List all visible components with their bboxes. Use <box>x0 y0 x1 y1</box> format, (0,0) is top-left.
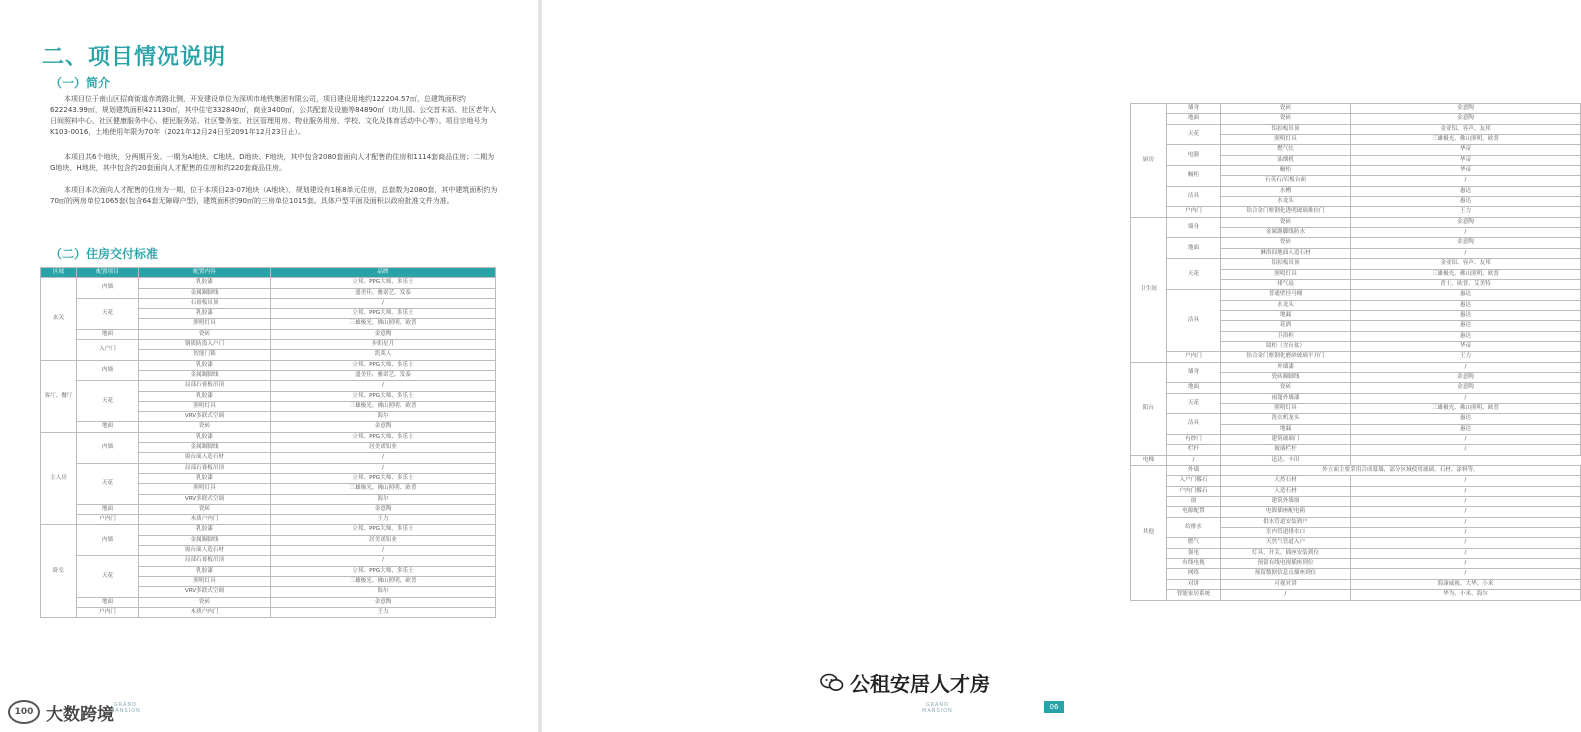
area-cell: 主人房 <box>41 432 77 525</box>
content-cell: 瓷砖 <box>1221 383 1351 393</box>
table-row <box>1131 548 1581 558</box>
content-cell: VRV多联式空调 <box>139 412 271 422</box>
table-row <box>1131 414 1581 424</box>
item-cell: 内墙 <box>77 432 139 463</box>
content-cell: 人造石材 <box>1221 486 1351 496</box>
content-cell: 金属踢脚线 <box>139 443 271 453</box>
content-cell: 玻璃栏杆 <box>1221 445 1351 455</box>
item-cell: 地面 <box>77 504 139 514</box>
brand-mark-right: GRAND MANSION <box>922 702 953 714</box>
delivery-standard-table-right <box>1130 103 1581 601</box>
item-cell: 燃气 <box>1167 538 1221 548</box>
table-row <box>1131 590 1581 600</box>
content-cell: 瓷砖 <box>1221 114 1351 124</box>
content-cell: 洗衣机龙头 <box>1221 414 1351 424</box>
table-row <box>1131 259 1581 269</box>
content-cell: 乳胶漆 <box>139 473 271 483</box>
table-row <box>1131 393 1581 403</box>
table-row <box>41 607 496 617</box>
item-cell: 给排水 <box>1167 517 1221 538</box>
table-row <box>1131 362 1581 372</box>
content-cell: 橱柜 <box>1221 166 1351 176</box>
brand-cell: 王力 <box>271 515 496 525</box>
page-number: 06 <box>1044 701 1064 713</box>
item-cell: 智能家居系统 <box>1167 590 1221 600</box>
item-cell: 天花 <box>77 298 139 329</box>
right-page <box>540 0 1500 732</box>
item-cell: 天花 <box>77 463 139 504</box>
table-row <box>1131 207 1581 217</box>
brand-cell: / <box>271 381 496 391</box>
brand-cell: 立邦、PPG大师、多乐士 <box>271 473 496 483</box>
table-header: 配置内容 <box>139 268 271 278</box>
brand-cell: 金意陶 <box>1351 104 1581 114</box>
content-cell: 照明灯具 <box>1221 403 1351 413</box>
content-cell: 钻合金门框钢化透明玻璃推拉门 <box>1221 207 1351 217</box>
wechat-watermark <box>820 668 990 697</box>
area-cell: 卧室 <box>41 525 77 618</box>
content-cell: / <box>1167 455 1221 465</box>
item-cell: 电源配置 <box>1167 507 1221 517</box>
item-cell: 墙身 <box>1167 362 1221 383</box>
content-cell: 铝扣板吊顶 <box>1221 259 1351 269</box>
item-cell: 地面 <box>1167 114 1221 124</box>
brand-cell: / <box>1351 248 1581 258</box>
table-row <box>41 422 496 432</box>
brand-cell: / <box>271 463 496 473</box>
table-row <box>41 463 496 473</box>
brand-cell: / <box>1351 486 1581 496</box>
brand-cell: 海尔 <box>271 412 496 422</box>
item-cell: 墙身 <box>1167 104 1221 114</box>
content-cell: 地漏 <box>1221 424 1351 434</box>
content-cell: VRV多联式空调 <box>139 494 271 504</box>
brand-cell: 金意陶 <box>1351 372 1581 382</box>
table-row <box>1131 114 1581 124</box>
table-row <box>1131 455 1581 465</box>
content-cell: 石膏板吊顶 <box>139 298 271 308</box>
item-cell: 栏杆 <box>1167 445 1221 455</box>
content-cell: 卫浴柜 <box>1221 331 1351 341</box>
footer-left <box>8 698 114 726</box>
content-cell: 水槽 <box>1221 186 1351 196</box>
content-cell: 乳胶漆 <box>139 432 271 442</box>
brand-cell: 惠达 <box>1351 310 1581 320</box>
item-cell: 地面 <box>77 597 139 607</box>
content-cell: 钻合金门框钢化磨砂玻璃平开门 <box>1221 352 1351 362</box>
brand-cell: / <box>1351 548 1581 558</box>
table-row <box>1131 435 1581 445</box>
table-row <box>1131 486 1581 496</box>
brand-cell: / <box>1351 393 1581 403</box>
intro-paragraph: 本项目本次面向人才配售的住房为一期，位于本项目23-07地块（A地块），规划建设有1栋8单元住房，总套数为2080套，其中建筑面积约为70㎡的两房单位1065套(包含64套无障碍户型)，建筑面积约90㎡的三房单位1015套。具体户型平面及面积以政府批准文件为准。 <box>50 186 498 205</box>
content-cell: 木质户内门 <box>139 607 271 617</box>
item-cell: 天花 <box>77 556 139 597</box>
brand-cell: / <box>1351 176 1581 186</box>
content-cell: 乳胶漆 <box>139 391 271 401</box>
brand-cell: 惠达 <box>1351 300 1581 310</box>
brand-cell: 普士、欧普、艾美特 <box>1351 279 1581 289</box>
content-cell: 金属踢脚线 <box>139 288 271 298</box>
brand-cell: / <box>1351 517 1581 527</box>
table-row <box>1131 145 1581 155</box>
brand-cell: 立邦、PPG大师、多乐士 <box>271 525 496 535</box>
table-row <box>1131 445 1581 455</box>
table-row <box>41 298 496 308</box>
content-cell: 乳胶漆 <box>139 309 271 319</box>
content-cell: 局部石膏板吊顶 <box>139 381 271 391</box>
item-cell: 窗 <box>1167 497 1221 507</box>
brand-cell: 惠达 <box>1351 321 1581 331</box>
brand-cell: 惠达 <box>1351 186 1581 196</box>
brand-cell: 三雄极光、佛山照明、欧普 <box>1351 403 1581 413</box>
brand-cell: 三雄极光、佛山照明、欧普 <box>271 576 496 586</box>
brand-cell: 惠达 <box>1351 424 1581 434</box>
item-cell: 户内门 <box>1167 352 1221 362</box>
brand-cell: / <box>1351 435 1581 445</box>
item-cell: 天花 <box>1167 393 1221 414</box>
brand-cell: / <box>1351 476 1581 486</box>
item-cell: 天花 <box>1167 259 1221 290</box>
content-cell: 水龙头 <box>1221 197 1351 207</box>
brand-cell: / <box>1351 497 1581 507</box>
content-cell: / <box>1221 590 1351 600</box>
item-cell: 洁具 <box>1167 290 1221 352</box>
table-row <box>1131 166 1581 176</box>
brand-cell: / <box>1351 445 1581 455</box>
content-cell: 预留有线电视插座到位 <box>1221 559 1351 569</box>
table-row <box>1131 352 1581 362</box>
content-cell: 天然气管道入户 <box>1221 538 1351 548</box>
brand-cell: 三雄极光、佛山照明、欧普 <box>271 319 496 329</box>
brand-cell: 立邦、PPG大师、多乐士 <box>271 566 496 576</box>
table-row <box>41 278 496 288</box>
intro-paragraph: 本项目位于南山区招商街道赤湾路北侧，开发建设单位为深圳市地铁集团有限公司，项目建设用地约122204.57㎡，总建筑面积约622243.99㎡，规划建筑面积421130㎡，其中住宅332840㎡，商业3400㎡，公共配套及设施等84890㎡（幼儿园、公交首末站、社区老年人日间照料中心、社区健康服务中心、便民服务站、社区警务室、社区管理用房、物业服务用房、学校、文化及体育活动中心等）。项目宗地号为K103-0016，土地使用年限为70年（2021年12月24日至2091年12月23日止）。 <box>50 95 497 136</box>
content-cell: 预留数据信息点插座到位 <box>1221 569 1351 579</box>
item-cell: 强电 <box>1167 548 1221 558</box>
table-row <box>1131 238 1581 248</box>
brand-cell: / <box>1351 507 1581 517</box>
brand-cell: 海尔 <box>271 494 496 504</box>
brand-logo-icon: 100 <box>8 700 40 724</box>
item-cell: 网络 <box>1167 569 1221 579</box>
content-cell: 瓷砖 <box>1221 217 1351 227</box>
content-cell: 窗台面人造石材 <box>139 546 271 556</box>
table-row <box>41 432 496 442</box>
item-cell: 内墙 <box>77 525 139 556</box>
brand-cell: 王力 <box>1351 352 1581 362</box>
content-cell: 智能门锁 <box>139 350 271 360</box>
table-row <box>1131 569 1581 579</box>
item-cell: 地面 <box>77 422 139 432</box>
item-cell: 入户门 <box>77 340 139 361</box>
table-row <box>1131 538 1581 548</box>
content-cell: 局部石膏板吊顶 <box>139 463 271 473</box>
content-cell: 水龙头 <box>1221 300 1351 310</box>
brand-cell: 海尔 <box>271 587 496 597</box>
item-cell: 地面 <box>1167 238 1221 259</box>
content-cell: 瓷砖 <box>1221 104 1351 114</box>
content-cell: 淋浴间地面人造石材 <box>1221 248 1351 258</box>
brand-cell: 华帝 <box>1351 341 1581 351</box>
brand-cell: 惠达 <box>1351 331 1581 341</box>
brand-cell: 金意陶 <box>1351 383 1581 393</box>
page-title: 二、项目情况说明 <box>42 45 227 70</box>
table-header: 区域 <box>41 268 77 278</box>
brand-cell: / <box>1351 569 1581 579</box>
wechat-icon <box>820 673 844 693</box>
brand-cell: 惠达 <box>1351 197 1581 207</box>
content-cell: 镜柜（含台盆） <box>1221 341 1351 351</box>
brand-cell: 金意陶 <box>271 329 496 339</box>
brand-cell: 金亚铝、容声、友邦 <box>1351 124 1581 134</box>
content-cell: 外立面主要采用合成幕墙，部分区域使用玻璃、石材、涂料等。 <box>1221 466 1581 476</box>
content-cell: 照明灯具 <box>1221 269 1351 279</box>
content-cell: 外墙漆 <box>1221 362 1351 372</box>
content-cell: 局部石膏板吊顶 <box>139 556 271 566</box>
content-cell: 瓷砖 <box>139 597 271 607</box>
brand-cell: 居美诺铝业 <box>271 535 496 545</box>
content-cell: 花洒 <box>1221 321 1351 331</box>
item-cell: 对讲 <box>1167 579 1221 589</box>
brand-cell: 步阳星月 <box>271 340 496 350</box>
section-intro-title: （一）简介 <box>50 76 111 90</box>
content-cell: 瓷砖 <box>139 504 271 514</box>
content-cell: 钢质防盗入户门 <box>139 340 271 350</box>
brand-cell: / <box>1351 362 1581 372</box>
brand-cell: 迅达、丰田 <box>1221 455 1351 465</box>
content-cell: 电源插座配电箱 <box>1221 507 1351 517</box>
content-cell: 照明灯具 <box>139 484 271 494</box>
brand-cell: 金亚铝、容声、友邦 <box>1351 259 1581 269</box>
content-cell: 地漏 <box>1221 310 1351 320</box>
area-cell: 阳台 <box>1131 362 1167 455</box>
table-row <box>1131 497 1581 507</box>
table-row <box>1131 466 1581 476</box>
area-cell: 其他 <box>1131 466 1167 600</box>
content-cell: 瓷砖 <box>139 329 271 339</box>
brand-cell: / <box>271 556 496 566</box>
brand-cell: 立邦、PPG大师、多乐士 <box>271 309 496 319</box>
brand-cell: / <box>271 298 496 308</box>
content-cell: 乳胶漆 <box>139 566 271 576</box>
table-row <box>41 504 496 514</box>
brand-cell: 金意陶 <box>1351 238 1581 248</box>
item-cell: 橱柜 <box>1167 166 1221 187</box>
content-cell: 铝扣板吊顶 <box>1221 124 1351 134</box>
brand-cell: 盛美佳、雅诺艺、发泰 <box>271 288 496 298</box>
brand-cell: / <box>1351 228 1581 238</box>
table-row <box>1131 476 1581 486</box>
content-cell: 金属踢脚线 <box>139 535 271 545</box>
content-cell: 石英石/岩板台面 <box>1221 176 1351 186</box>
area-cell: 电梯 <box>1131 455 1167 465</box>
content-cell: 可视对讲 <box>1221 579 1351 589</box>
brand-cell: 惠达 <box>1351 414 1581 424</box>
content-cell: 瓷砖 <box>139 422 271 432</box>
table-row <box>41 525 496 535</box>
item-cell: 有纱门 <box>1167 435 1221 445</box>
brand-mark-left: GRAND MANSION <box>110 702 141 714</box>
item-cell: 户内门 <box>77 607 139 617</box>
content-cell: 乳胶漆 <box>139 360 271 370</box>
brand-cell: 盛美佳、雅诺艺、发泰 <box>271 370 496 380</box>
content-cell: 照明灯具 <box>139 319 271 329</box>
content-cell: 照明灯具 <box>1221 135 1351 145</box>
brand-cell: / <box>271 453 496 463</box>
item-cell: 入户门槛石 <box>1167 476 1221 486</box>
table-row <box>1131 507 1581 517</box>
table-row <box>1131 517 1581 527</box>
brand-cell: / <box>271 546 496 556</box>
table-row <box>1131 579 1581 589</box>
area-cell: 玄关 <box>41 278 77 360</box>
table-row <box>41 556 496 566</box>
brand-cell: / <box>1351 538 1581 548</box>
brand-cell: 金意陶 <box>1351 114 1581 124</box>
item-cell: 户内门 <box>77 515 139 525</box>
table-row <box>41 360 496 370</box>
section-standard-title: （二）住房交付标准 <box>50 247 159 261</box>
content-cell: 瓷砖踢脚线 <box>1221 372 1351 382</box>
table-header: 品牌 <box>271 268 496 278</box>
watermark-left: 大数跨境 <box>46 704 114 725</box>
brand-cell: 三雄极光、佛山照明、欧普 <box>271 484 496 494</box>
item-cell: 有线电视 <box>1167 559 1221 569</box>
content-cell: 建筑玻璃门 <box>1221 435 1351 445</box>
table-row <box>1131 104 1581 114</box>
table-row <box>41 381 496 391</box>
content-cell: VRV多联式空调 <box>139 587 271 597</box>
brand-cell: 惠达 <box>1351 290 1581 300</box>
brand-cell: 华帝 <box>1351 166 1581 176</box>
brand-cell: 海康威视、大华、小米 <box>1351 579 1581 589</box>
table-row <box>41 329 496 339</box>
brand-cell: 三雄极光、佛山照明、欧普 <box>1351 135 1581 145</box>
brand-cell: 王力 <box>1351 207 1581 217</box>
content-cell: 瓷砖 <box>1221 238 1351 248</box>
content-cell: 燃气灶 <box>1221 145 1351 155</box>
brand-cell: 金意陶 <box>271 597 496 607</box>
content-cell: 排气扇 <box>1221 279 1351 289</box>
brand-cell: 立邦、PPG大师、多乐士 <box>271 391 496 401</box>
item-cell: 天花 <box>1167 124 1221 145</box>
content-cell: 灯具、开关、插座安装到位 <box>1221 548 1351 558</box>
item-cell: 户内门槛石 <box>1167 486 1221 496</box>
brand-cell: / <box>1351 559 1581 569</box>
brand-cell: 华帝 <box>1351 145 1581 155</box>
area-cell: 卫生间 <box>1131 217 1167 362</box>
brand-cell: 凯莱人 <box>271 350 496 360</box>
brand-cell: 居美诺铝业 <box>271 443 496 453</box>
item-cell: 地面 <box>77 329 139 339</box>
brand-cell: 三雄极光、佛山照明、欧普 <box>1351 269 1581 279</box>
content-cell: 照明灯具 <box>139 401 271 411</box>
intro-paragraph: 本项目共6个地块，分两期开发。一期为A地块、C地块、D地块、F地块，其中包含2080套面向人才配售的住房和1114套商品住房；二期为G地块、H地块，其中包含约20套面向人才配售的住房和约220套商品住房。 <box>50 153 495 172</box>
brand-cell: / <box>1351 528 1581 538</box>
area-cell: 客厅、餐厅 <box>41 360 77 432</box>
item-cell: 内墙 <box>77 360 139 381</box>
content-cell: 天然石材 <box>1221 476 1351 486</box>
content-cell: 油烟机 <box>1221 155 1351 165</box>
table-header: 配置项目 <box>77 268 139 278</box>
item-cell: 电器 <box>1167 145 1221 166</box>
watermark-right: 公租安居人才房 <box>850 672 990 696</box>
item-cell: 内墙 <box>77 278 139 299</box>
table-row <box>1131 290 1581 300</box>
table-row <box>1131 124 1581 134</box>
item-cell: 洁具 <box>1167 186 1221 207</box>
content-cell: 金属踢脚线 <box>139 370 271 380</box>
content-cell: 窗台面人造石材 <box>139 453 271 463</box>
content-cell: 乳胶漆 <box>139 278 271 288</box>
table-row <box>41 597 496 607</box>
content-cell: 乳胶漆 <box>139 525 271 535</box>
item-cell: 地面 <box>1167 383 1221 393</box>
content-cell: 供水管道安装到户 <box>1221 517 1351 527</box>
content-cell: 木质户内门 <box>139 515 271 525</box>
brand-cell: 金意陶 <box>271 504 496 514</box>
content-cell: 建筑外墙窗 <box>1221 497 1351 507</box>
table-row <box>1131 559 1581 569</box>
left-page <box>0 0 540 732</box>
brand-cell: 金意陶 <box>271 422 496 432</box>
item-cell: 户内门 <box>1167 207 1221 217</box>
table-row <box>1131 383 1581 393</box>
table-row <box>1131 217 1581 227</box>
delivery-standard-table-left <box>40 267 496 618</box>
content-cell: 室内管道排水口 <box>1221 528 1351 538</box>
area-cell: 厨房 <box>1131 104 1167 218</box>
table-row <box>41 340 496 350</box>
content-cell: 雨篷外墙漆 <box>1221 393 1351 403</box>
content-cell: 普通壁挂马桶 <box>1221 290 1351 300</box>
item-cell: 墙身 <box>1167 217 1221 238</box>
item-cell: 洁具 <box>1167 414 1221 435</box>
brand-cell: 华为、小米、海尔 <box>1351 590 1581 600</box>
table-row <box>41 515 496 525</box>
brand-cell: 华帝 <box>1351 155 1581 165</box>
brand-cell: 立邦、PPG大师、多乐士 <box>271 360 496 370</box>
content-cell: 照明灯具 <box>139 576 271 586</box>
brand-cell: 立邦、PPG大师、多乐士 <box>271 432 496 442</box>
brand-cell: 王力 <box>271 607 496 617</box>
table-row <box>1131 186 1581 196</box>
brand-cell: 金意陶 <box>1351 217 1581 227</box>
brand-cell: 立邦、PPG大师、多乐士 <box>271 278 496 288</box>
brand-cell: 三雄极光、佛山照明、欧普 <box>271 401 496 411</box>
item-cell: 外墙 <box>1167 466 1221 476</box>
item-cell: 天花 <box>77 381 139 422</box>
content-cell: 金属踢脚线防水 <box>1221 228 1351 238</box>
